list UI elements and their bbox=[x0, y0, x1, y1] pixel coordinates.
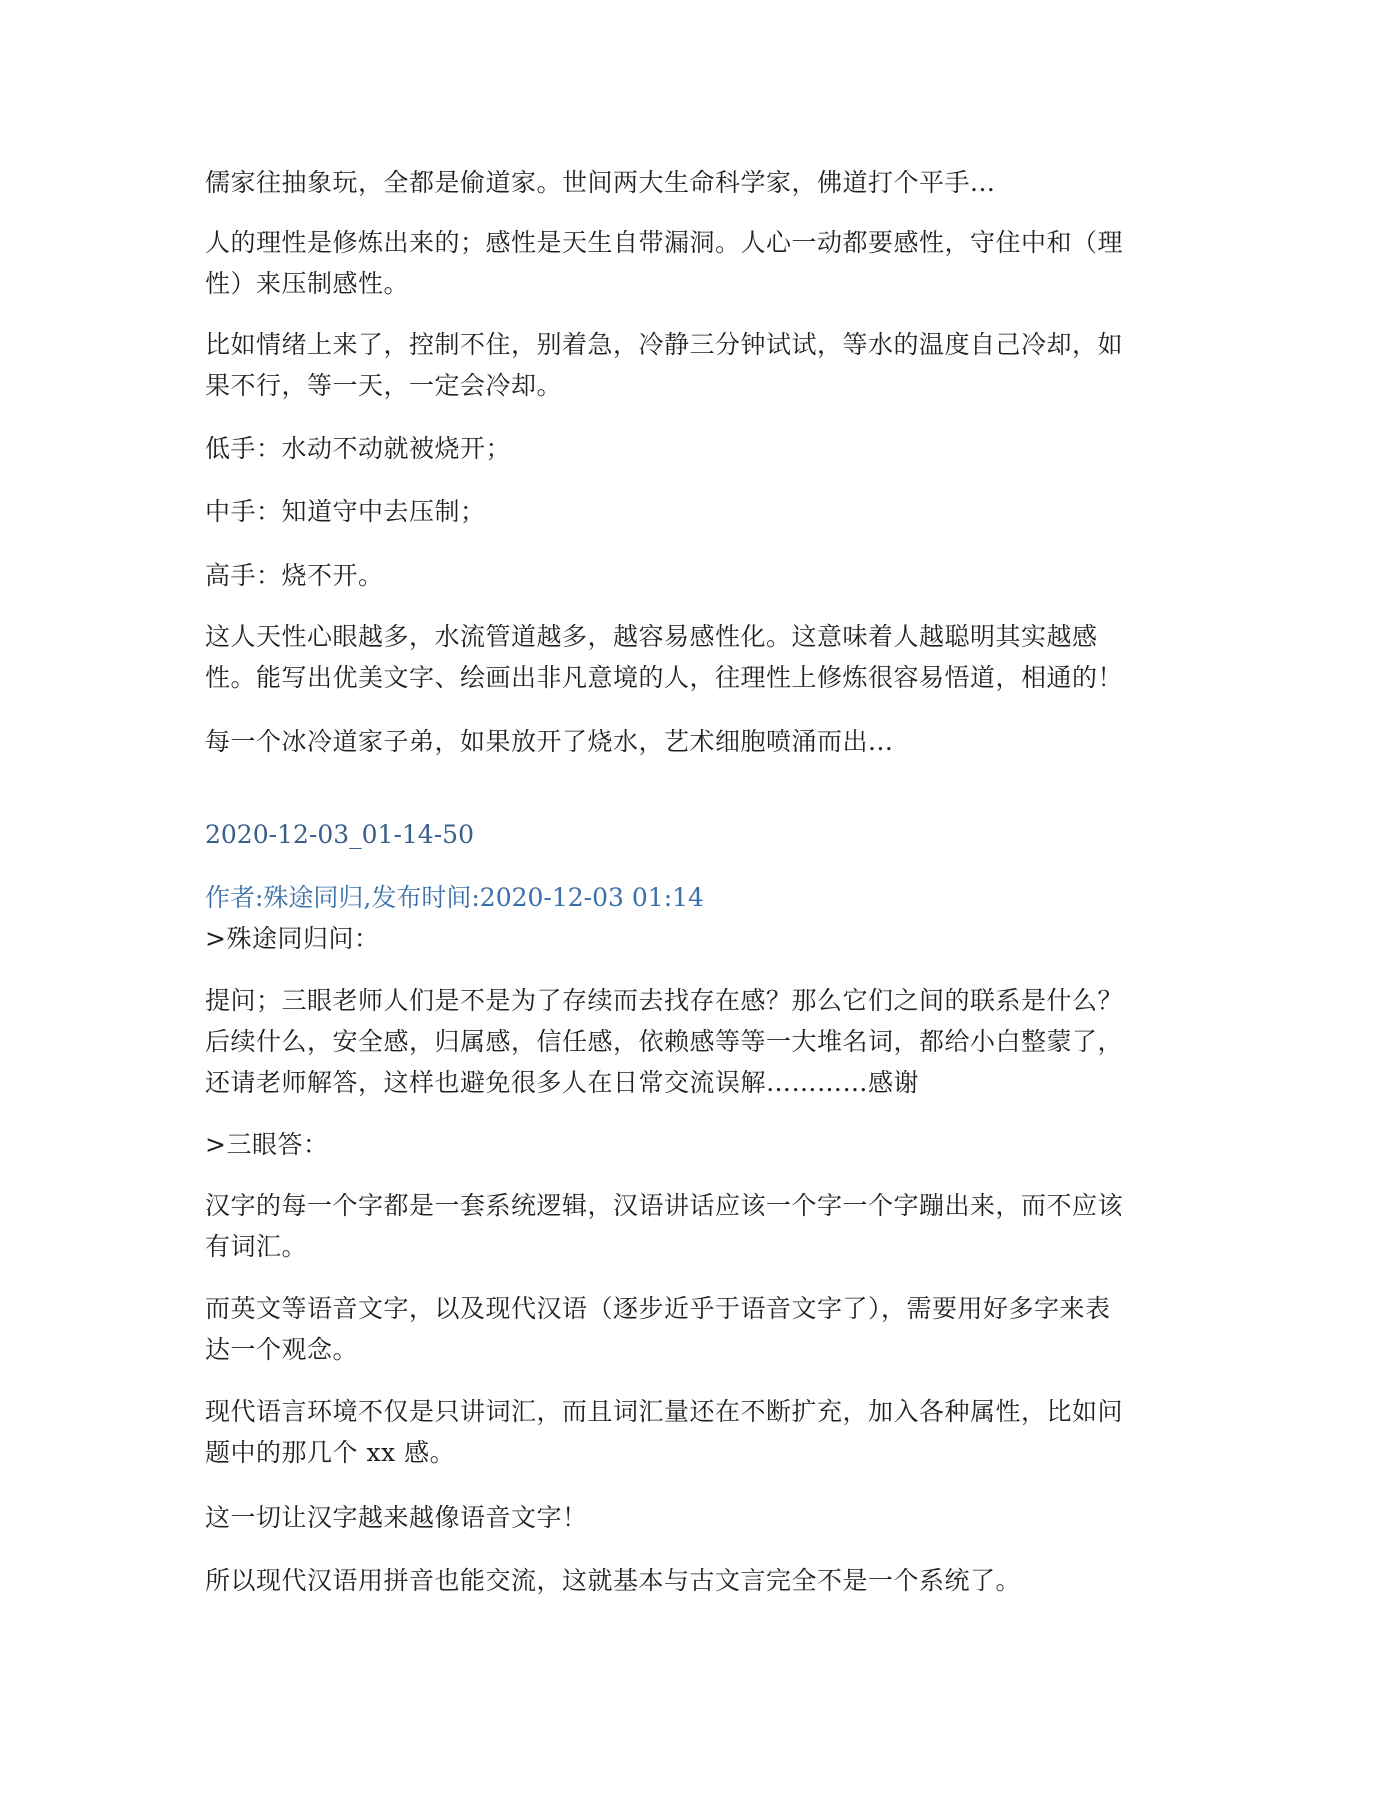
text-line: 果不行，等一天，一定会冷却。 bbox=[205, 371, 563, 400]
question-paragraph bbox=[205, 980, 1190, 1103]
paragraph bbox=[205, 428, 1190, 469]
post-heading: 2020-12-03_01-14-50 bbox=[205, 820, 474, 849]
text-line: 后续什么，安全感，归属感，信任感，依赖感等等一大堆名词，都给小白整蒙了， bbox=[205, 1027, 1124, 1056]
text-line: 这人天性心眼越多，水流管道越多，越容易感性化。这意味着人越聪明其实越感 bbox=[205, 622, 1098, 651]
answer-paragraph bbox=[205, 1497, 1190, 1538]
paragraph bbox=[205, 222, 1190, 304]
text-line: 中手：知道守中去压制； bbox=[205, 497, 486, 526]
text-line: 达一个观念。 bbox=[205, 1335, 359, 1364]
paragraph bbox=[205, 555, 1190, 596]
text-line: 汉字的每一个字都是一套系统逻辑，汉语讲话应该一个字一个字蹦出来，而不应该 bbox=[205, 1191, 1124, 1220]
text-line: 性。能写出优美文字、绘画出非凡意境的人，往理性上修炼很容易悟道，相通的！ bbox=[205, 663, 1124, 692]
text-line: 还请老师解答，这样也避免很多人在日常交流误解…………感谢 bbox=[205, 1068, 920, 1097]
text-line: 比如情绪上来了，控制不住，别着急，冷静三分钟试试，等水的温度自己冷却，如 bbox=[205, 330, 1124, 359]
paragraph bbox=[205, 324, 1190, 406]
text-line: 高手：烧不开。 bbox=[205, 561, 384, 590]
paragraph bbox=[205, 162, 1190, 203]
text-line: 人的理性是修炼出来的；感性是天生自带漏洞。人心一动都要感性，守住中和（理 bbox=[205, 228, 1124, 257]
text-line: 每一个冰冷道家子弟，如果放开了烧水，艺术细胞喷涌而出... bbox=[205, 727, 894, 756]
answer-paragraph bbox=[205, 1185, 1190, 1267]
text-line: 性）来压制感性。 bbox=[205, 269, 410, 298]
text-line: 这一切让汉字越来越像语音文字！ bbox=[205, 1503, 588, 1532]
answer-paragraph bbox=[205, 1288, 1190, 1370]
text-line: 儒家往抽象玩，全都是偷道家。世间两大生命科学家，佛道打个平手... bbox=[205, 168, 996, 197]
text-line: 有词汇。 bbox=[205, 1232, 308, 1261]
answer-paragraph bbox=[205, 1560, 1190, 1601]
answer-label bbox=[205, 1124, 1190, 1165]
text-line: 题中的那几个 xx 感。 bbox=[205, 1438, 456, 1467]
text-line: 现代语言环境不仅是只讲词汇，而且词汇量还在不断扩充，加入各种属性，比如问 bbox=[205, 1397, 1124, 1426]
paragraph bbox=[205, 721, 1190, 762]
text-line: 所以现代汉语用拼音也能交流，这就基本与古文言完全不是一个系统了。 bbox=[205, 1566, 1022, 1595]
paragraph bbox=[205, 491, 1190, 532]
question-label bbox=[205, 918, 1190, 959]
post-meta: 作者:殊途同归,发布时间:2020-12-03 01:14 bbox=[205, 883, 704, 912]
answer-paragraph bbox=[205, 1391, 1190, 1473]
text-line: >殊途同归问： bbox=[205, 924, 380, 953]
paragraph bbox=[205, 616, 1190, 698]
text-line: 而英文等语音文字，以及现代汉语（逐步近乎于语音文字了），需要用好多字来表 bbox=[205, 1294, 1111, 1323]
text-line: 提问；三眼老师人们是不是为了存续而去找存在感？那么它们之间的联系是什么？ bbox=[205, 986, 1124, 1015]
text-line: 低手：水动不动就被烧开； bbox=[205, 434, 512, 463]
text-line: >三眼答： bbox=[205, 1130, 329, 1159]
